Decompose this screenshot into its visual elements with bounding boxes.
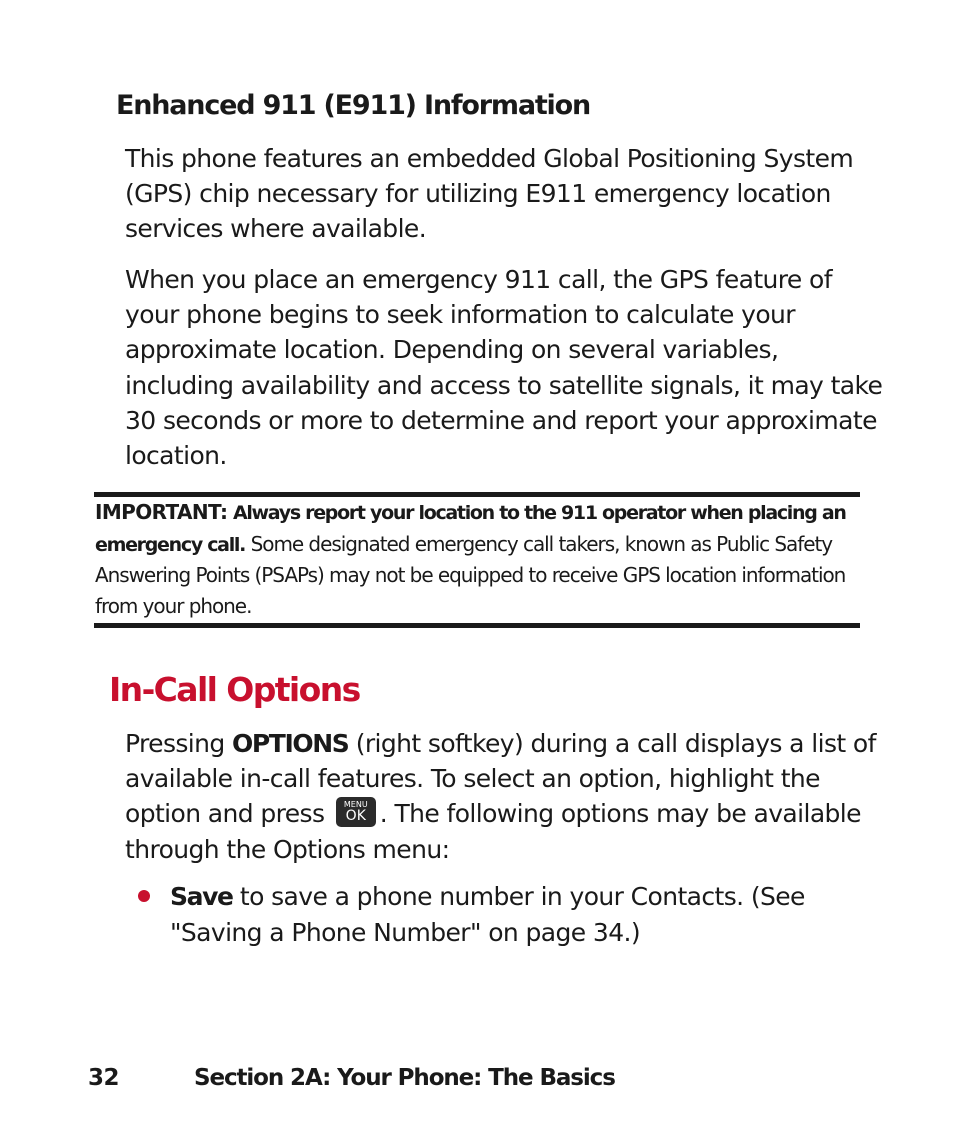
menu-ok-key-top-label: MENU bbox=[343, 800, 368, 810]
menu-ok-key-bottom-label: OK bbox=[345, 808, 366, 825]
page-number: 32 bbox=[88, 1065, 120, 1091]
important-regular-text: Some designated emergency call takers, known as Public Safety Answering Points (PSAPs) may not be equipped to receive GPS location information from your phone. bbox=[95, 531, 846, 618]
intro-after-key: (right softkey) during a call displays a list of available in-call features. To select an option, highlight the option and press bbox=[125, 729, 876, 829]
e911-paragraph-emergency-call: When you place an emergency 911 call, the GPS feature of your phone begins to seek information to calculate your approximate location. Depending on several variables, including availability and access to satellite signals, it may take 30 seconds or more to determine and report your approximate location. bbox=[125, 265, 883, 471]
e911-heading: Enhanced 911 (E911) Information bbox=[116, 90, 590, 121]
intro-before-key: Pressing bbox=[125, 729, 225, 758]
bullet-description: to save a phone number in your Contacts. (See "Saving a Phone Number" on page 34.) bbox=[170, 882, 805, 947]
important-bold-text: Always report your location to the 911 operator when placing an emergency call. bbox=[95, 502, 846, 556]
list-item bbox=[170, 879, 870, 950]
bullet-dot-icon bbox=[138, 890, 150, 902]
important-label: IMPORTANT: bbox=[95, 500, 228, 524]
bullet-term-save: Save bbox=[170, 882, 233, 911]
e911-paragraph-gps-chip: This phone features an embedded Global Positioning System (GPS) chip necessary for utilizing E911 emergency location services where available. bbox=[125, 144, 854, 244]
important-note bbox=[95, 497, 863, 621]
menu-ok-key-icon bbox=[336, 797, 376, 827]
section-footer-title: Section 2A: Your Phone: The Basics bbox=[194, 1065, 615, 1091]
in-call-options-title: In-Call Options bbox=[109, 670, 360, 709]
intro-end: . The following options may be available through the Options menu: bbox=[125, 799, 861, 864]
in-call-options-intro bbox=[125, 726, 885, 867]
important-bottom-rule bbox=[94, 623, 860, 628]
options-softkey-label: OPTIONS bbox=[232, 729, 349, 758]
